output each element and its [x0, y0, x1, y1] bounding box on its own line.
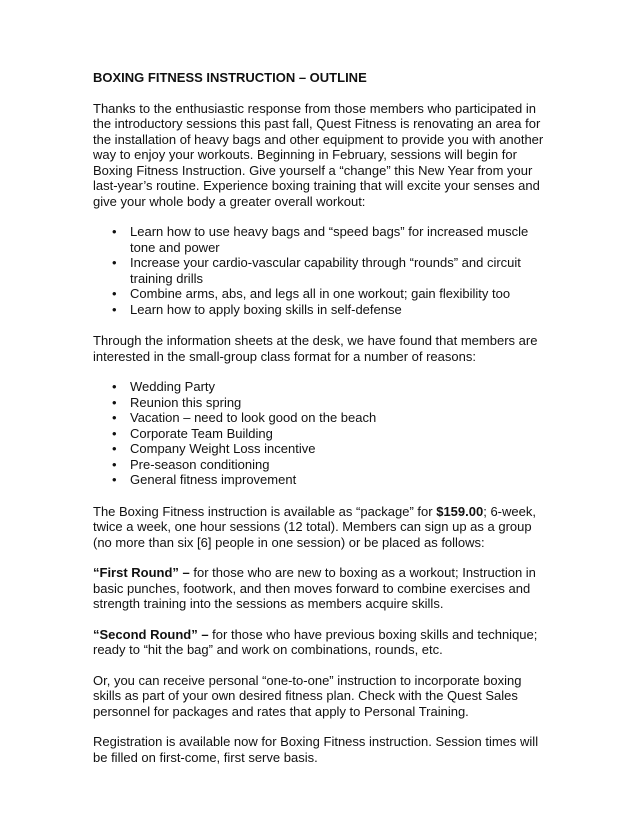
package-price: $159.00	[436, 503, 484, 519]
second-round-label: “Second Round” –	[93, 626, 209, 642]
bullet-icon: •	[112, 472, 117, 487]
list-item: • Corporate Team Building	[112, 425, 273, 441]
intro-paragraph: Thanks to the enthusiastic response from those members who participated in the introductory sessions this past fall, Quest Fitness is renovating an area for the installation of heavy bags and other equipment to provide you with another way to enjoy your workouts. Beginning in February, sessions will begin for Boxing Fitness Instruction. Give yourself a “change” this New Year from your last-year’s routine. Experience boxing training that will excite your senses and give your whole body a greater overall workout:	[93, 100, 544, 209]
bullet-icon: •	[112, 224, 117, 239]
bullet-icon: •	[112, 394, 117, 410]
list-item: • Vacation – need to look good on the beach	[112, 410, 377, 425]
bullet-icon: •	[112, 286, 117, 301]
first-round-paragraph: “First Round” – for those who are new to boxing as a workout; Instruction in basic punches, footwork, and then moves forward to combine exercises and strength training into the sessions as members acquire skills.	[93, 565, 536, 611]
list-item: • Learn how to apply boxing skills in self-defense	[112, 301, 402, 317]
list-item: • Learn how to use heavy bags and “speed bags” for increased muscle tone and power	[112, 224, 529, 255]
benefits-list	[93, 224, 553, 317]
personal-training-paragraph: Or, you can receive personal “one-to-one” instruction to incorporate boxing skills as part of your own desired fitness plan. Check with the Quest Sales personnel for packages and rates that apply to Personal Training.	[93, 672, 522, 719]
list-item: • Wedding Party	[112, 379, 216, 394]
list-item: • Company Weight Loss incentive	[112, 441, 316, 456]
package-paragraph: The Boxing Fitness instruction is available as “package” for $159.00; 6-week, twice a week, one hour sessions (12 total). Members can sign up as a group (no more than six [6] people in one session) or be placed as follows:	[93, 503, 536, 550]
bullet-icon: •	[112, 456, 117, 472]
bullet-icon: •	[112, 441, 117, 456]
reasons-list	[93, 379, 553, 488]
bullet-icon: •	[112, 410, 117, 425]
bullet-icon: •	[112, 301, 117, 317]
second-round-paragraph: “Second Round” – for those who have previous boxing skills and technique; ready to “hit the bag” and work on combinations, rounds, etc.	[93, 626, 538, 657]
list-item: • Reunion this spring	[112, 394, 242, 410]
reasons-intro-paragraph: Through the information sheets at the desk, we have found that members are interested in the small-group class format for a number of reasons:	[93, 333, 538, 364]
bullet-icon: •	[112, 255, 117, 270]
list-item: • Combine arms, abs, and legs all in one workout; gain flexibility too	[112, 286, 511, 301]
registration-paragraph: Registration is available now for Boxing Fitness instruction. Session times will be filled on first-come, first serve basis.	[93, 734, 539, 765]
list-item: • Increase your cardio-vascular capability through “rounds” and circuit training drills	[112, 255, 521, 286]
bullet-icon: •	[112, 425, 117, 441]
list-item: • Pre-season conditioning	[112, 456, 270, 472]
document-page	[93, 70, 553, 780]
document-title: BOXING FITNESS INSTRUCTION – OUTLINE	[93, 70, 367, 85]
list-item: • General fitness improvement	[112, 472, 297, 487]
bullet-icon: •	[112, 379, 117, 394]
first-round-label: “First Round” –	[93, 565, 190, 580]
